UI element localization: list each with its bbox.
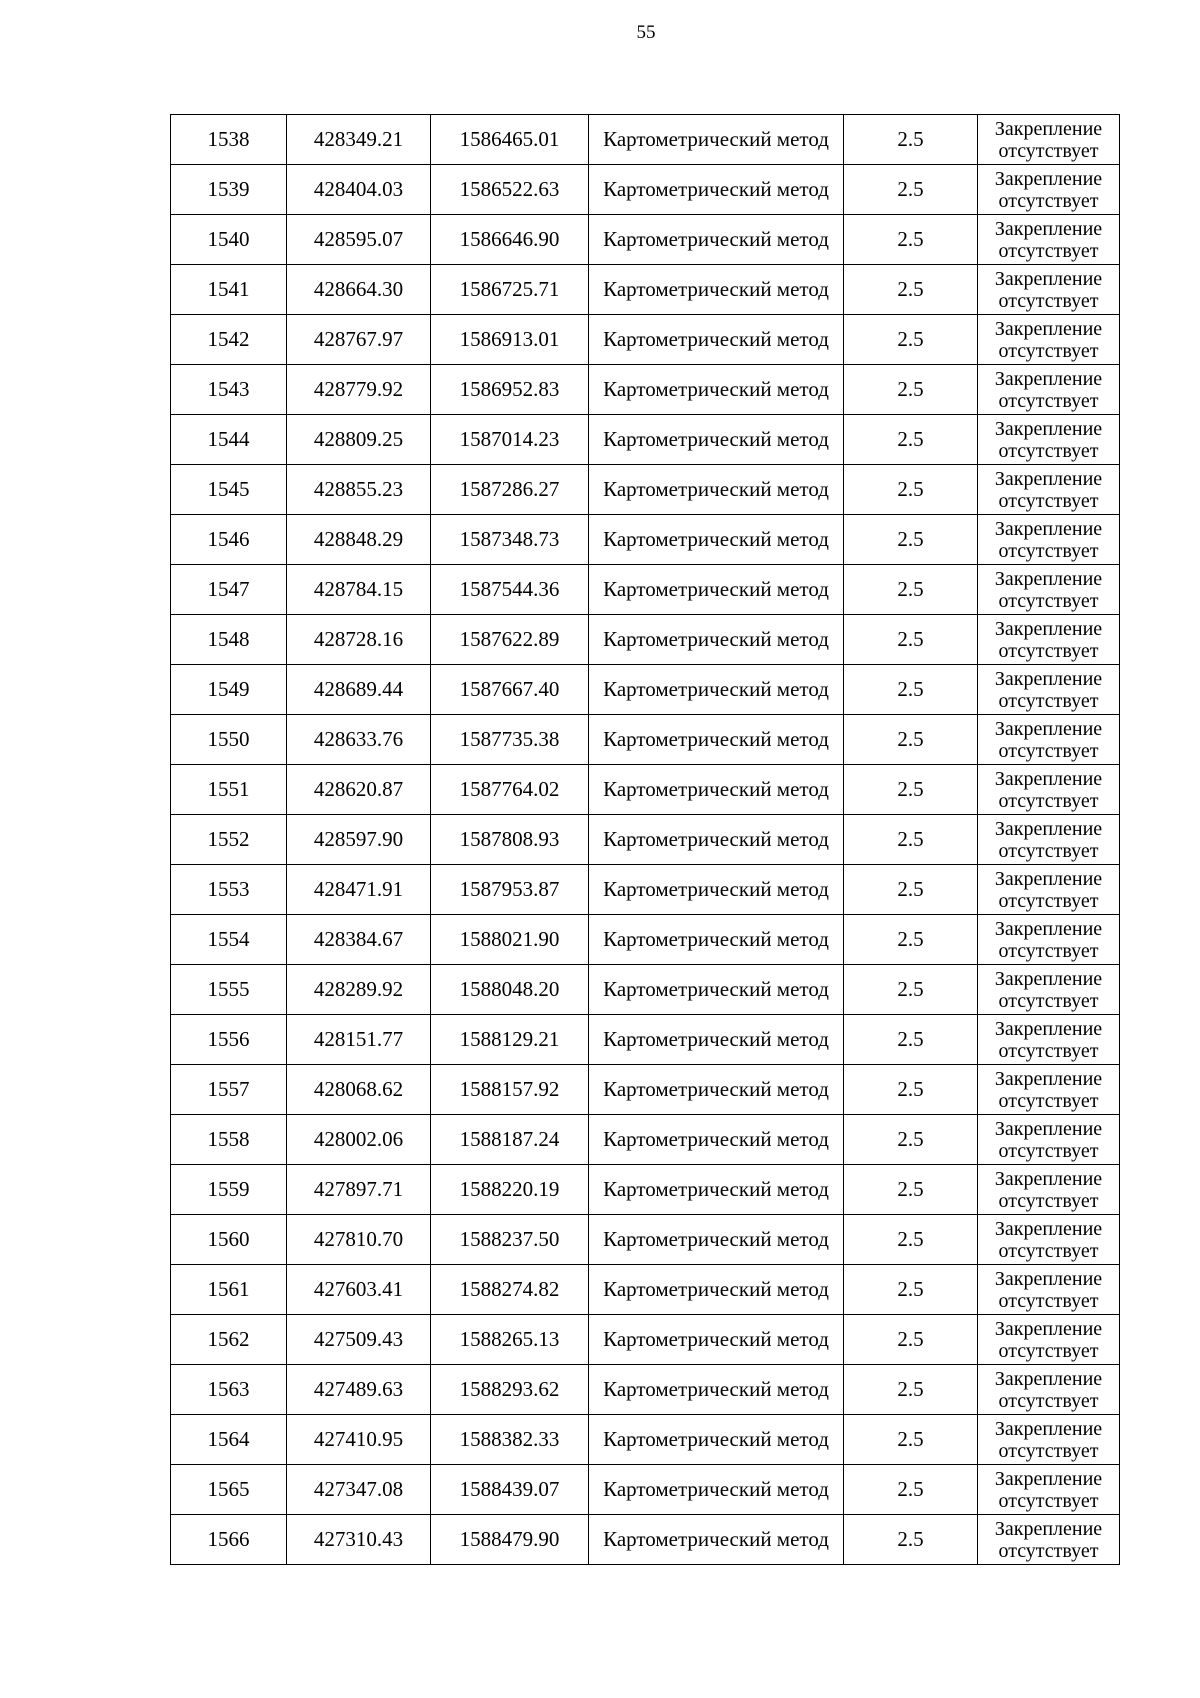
fixation-cell (978, 115, 1120, 165)
coordinate-y-cell: 1587286.27 (431, 465, 589, 515)
coordinate-x-cell: 428151.77 (287, 1015, 431, 1065)
coordinate-x-cell: 428728.16 (287, 615, 431, 665)
coordinate-x-cell: 427489.63 (287, 1365, 431, 1415)
table-row (171, 1265, 1120, 1315)
fixation-text-line: Закрепление (994, 717, 1103, 740)
point-number-cell: 1555 (171, 965, 287, 1015)
coordinate-y-cell: 1588129.21 (431, 1015, 589, 1065)
table-row (171, 765, 1120, 815)
point-number-cell: 1546 (171, 515, 287, 565)
coordinate-x-cell: 428848.29 (287, 515, 431, 565)
method-cell: Картометрический метод (589, 1315, 844, 1365)
fixation-text-line: Закрепление (994, 267, 1103, 290)
coordinate-x-cell: 428289.92 (287, 965, 431, 1015)
fixation-text-line: отсутствует (998, 889, 1099, 912)
point-number-cell: 1550 (171, 715, 287, 765)
table-row (171, 365, 1120, 415)
coordinates-table (170, 114, 1120, 1565)
precision-cell: 2.5 (844, 515, 978, 565)
fixation-text-line: Закрепление (994, 867, 1103, 890)
table-row (171, 615, 1120, 665)
fixation-text-line: отсутствует (998, 289, 1099, 312)
fixation-text-line: Закрепление (994, 467, 1103, 490)
table-row (171, 315, 1120, 365)
fixation-text-line: Закрепление (994, 967, 1103, 990)
coordinate-x-cell: 428349.21 (287, 115, 431, 165)
precision-cell: 2.5 (844, 1365, 978, 1415)
fixation-text-line: Закрепление (994, 1367, 1103, 1390)
table-row (171, 465, 1120, 515)
point-number-cell: 1551 (171, 765, 287, 815)
fixation-text-line: Закрепление (994, 667, 1103, 690)
method-cell: Картометрический метод (589, 365, 844, 415)
fixation-text-line: отсутствует (998, 189, 1099, 212)
point-number-cell: 1562 (171, 1315, 287, 1365)
method-cell: Картометрический метод (589, 1365, 844, 1415)
coordinate-x-cell: 428471.91 (287, 865, 431, 915)
method-cell: Картометрический метод (589, 465, 844, 515)
method-cell: Картометрический метод (589, 165, 844, 215)
coordinate-y-cell: 1586952.83 (431, 365, 589, 415)
precision-cell: 2.5 (844, 615, 978, 665)
coordinate-x-cell: 428767.97 (287, 315, 431, 365)
table-row (171, 565, 1120, 615)
fixation-cell (978, 1365, 1120, 1415)
method-cell: Картометрический метод (589, 1115, 844, 1165)
coordinate-y-cell: 1588048.20 (431, 965, 589, 1015)
precision-cell: 2.5 (844, 365, 978, 415)
fixation-text-line: Закрепление (994, 917, 1103, 940)
precision-cell: 2.5 (844, 1265, 978, 1315)
precision-cell: 2.5 (844, 915, 978, 965)
point-number-cell: 1542 (171, 315, 287, 365)
coordinate-y-cell: 1587764.02 (431, 765, 589, 815)
coordinate-x-cell: 427603.41 (287, 1265, 431, 1315)
point-number-cell: 1566 (171, 1515, 287, 1565)
point-number-cell: 1558 (171, 1115, 287, 1165)
point-number-cell: 1554 (171, 915, 287, 965)
point-number-cell: 1538 (171, 115, 287, 165)
precision-cell: 2.5 (844, 1515, 978, 1565)
coordinate-y-cell: 1587953.87 (431, 865, 589, 915)
precision-cell: 2.5 (844, 265, 978, 315)
precision-cell: 2.5 (844, 415, 978, 465)
coordinate-y-cell: 1588021.90 (431, 915, 589, 965)
table-row (171, 1415, 1120, 1465)
fixation-text-line: Закрепление (994, 1217, 1103, 1240)
coordinate-x-cell: 427347.08 (287, 1465, 431, 1515)
coordinate-y-cell: 1586646.90 (431, 215, 589, 265)
fixation-cell (978, 165, 1120, 215)
coordinate-x-cell: 428779.92 (287, 365, 431, 415)
precision-cell: 2.5 (844, 1415, 978, 1465)
table-row (171, 1215, 1120, 1265)
coordinate-x-cell: 428597.90 (287, 815, 431, 865)
method-cell: Картометрический метод (589, 565, 844, 615)
table-row (171, 115, 1120, 165)
fixation-cell (978, 865, 1120, 915)
precision-cell: 2.5 (844, 165, 978, 215)
fixation-text-line: Закрепление (994, 567, 1103, 590)
fixation-cell (978, 815, 1120, 865)
method-cell: Картометрический метод (589, 1015, 844, 1065)
precision-cell: 2.5 (844, 865, 978, 915)
point-number-cell: 1553 (171, 865, 287, 915)
fixation-text-line: отсутствует (998, 1139, 1099, 1162)
coordinate-y-cell: 1588265.13 (431, 1315, 589, 1365)
point-number-cell: 1549 (171, 665, 287, 715)
table-body (171, 115, 1120, 1565)
method-cell: Картометрический метод (589, 1515, 844, 1565)
point-number-cell: 1561 (171, 1265, 287, 1315)
coordinate-x-cell: 427509.43 (287, 1315, 431, 1365)
fixation-text-line: Закрепление (994, 1267, 1103, 1290)
fixation-cell (978, 1015, 1120, 1065)
point-number-cell: 1548 (171, 615, 287, 665)
fixation-cell (978, 215, 1120, 265)
coordinate-y-cell: 1588293.62 (431, 1365, 589, 1415)
fixation-text-line: отсутствует (998, 1089, 1099, 1112)
fixation-text-line: отсутствует (998, 139, 1099, 162)
coordinate-y-cell: 1588220.19 (431, 1165, 589, 1215)
method-cell: Картометрический метод (589, 965, 844, 1015)
table-row (171, 1365, 1120, 1415)
method-cell: Картометрический метод (589, 665, 844, 715)
method-cell: Картометрический метод (589, 765, 844, 815)
method-cell: Картометрический метод (589, 315, 844, 365)
table-row (171, 165, 1120, 215)
point-number-cell: 1565 (171, 1465, 287, 1515)
precision-cell: 2.5 (844, 215, 978, 265)
fixation-cell (978, 1065, 1120, 1115)
coordinate-y-cell: 1587808.93 (431, 815, 589, 865)
table-row (171, 1065, 1120, 1115)
precision-cell: 2.5 (844, 315, 978, 365)
coordinate-x-cell: 428689.44 (287, 665, 431, 715)
table-row (171, 965, 1120, 1015)
fixation-text-line: Закрепление (994, 1117, 1103, 1140)
table-row (171, 1165, 1120, 1215)
fixation-text-line: отсутствует (998, 1489, 1099, 1512)
fixation-text-line: отсутствует (998, 689, 1099, 712)
fixation-cell (978, 915, 1120, 965)
coordinate-y-cell: 1587348.73 (431, 515, 589, 565)
coordinate-x-cell: 428595.07 (287, 215, 431, 265)
fixation-cell (978, 765, 1120, 815)
method-cell: Картометрический метод (589, 1215, 844, 1265)
fixation-text-line: Закрепление (994, 767, 1103, 790)
fixation-cell (978, 365, 1120, 415)
point-number-cell: 1560 (171, 1215, 287, 1265)
coordinate-y-cell: 1587622.89 (431, 615, 589, 665)
fixation-cell (978, 565, 1120, 615)
point-number-cell: 1552 (171, 815, 287, 865)
fixation-cell (978, 1465, 1120, 1515)
precision-cell: 2.5 (844, 1165, 978, 1215)
table-row (171, 1515, 1120, 1565)
fixation-cell (978, 1415, 1120, 1465)
table-row (171, 1015, 1120, 1065)
precision-cell: 2.5 (844, 1065, 978, 1115)
point-number-cell: 1545 (171, 465, 287, 515)
point-number-cell: 1559 (171, 1165, 287, 1215)
fixation-text-line: Закрепление (994, 1417, 1103, 1440)
coordinate-y-cell: 1586522.63 (431, 165, 589, 215)
point-number-cell: 1539 (171, 165, 287, 215)
fixation-cell (978, 1265, 1120, 1315)
fixation-text-line: отсутствует (998, 1189, 1099, 1212)
table-row (171, 865, 1120, 915)
precision-cell: 2.5 (844, 715, 978, 765)
precision-cell: 2.5 (844, 1215, 978, 1265)
coordinate-y-cell: 1588274.82 (431, 1265, 589, 1315)
fixation-text-line: отсутствует (998, 1439, 1099, 1462)
coordinate-x-cell: 428068.62 (287, 1065, 431, 1115)
fixation-text-line: Закрепление (994, 417, 1103, 440)
fixation-text-line: Закрепление (994, 1317, 1103, 1340)
coordinate-y-cell: 1587014.23 (431, 415, 589, 465)
fixation-text-line: отсутствует (998, 339, 1099, 362)
table-row (171, 265, 1120, 315)
method-cell: Картометрический метод (589, 1065, 844, 1115)
coordinate-y-cell: 1588157.92 (431, 1065, 589, 1115)
method-cell: Картометрический метод (589, 215, 844, 265)
fixation-cell (978, 315, 1120, 365)
fixation-cell (978, 665, 1120, 715)
method-cell: Картометрический метод (589, 615, 844, 665)
coordinate-y-cell: 1588237.50 (431, 1215, 589, 1265)
method-cell: Картометрический метод (589, 1465, 844, 1515)
point-number-cell: 1563 (171, 1365, 287, 1415)
coordinate-y-cell: 1588479.90 (431, 1515, 589, 1565)
point-number-cell: 1544 (171, 415, 287, 465)
table-row (171, 915, 1120, 965)
fixation-text-line: Закрепление (994, 1067, 1103, 1090)
fixation-text-line: отсутствует (998, 1539, 1099, 1562)
fixation-text-line: Закрепление (994, 1517, 1103, 1540)
fixation-text-line: Закрепление (994, 1467, 1103, 1490)
method-cell: Картометрический метод (589, 115, 844, 165)
coordinate-y-cell: 1587735.38 (431, 715, 589, 765)
table-row (171, 715, 1120, 765)
fixation-text-line: Закрепление (994, 217, 1103, 240)
fixation-text-line: отсутствует (998, 239, 1099, 262)
method-cell: Картометрический метод (589, 415, 844, 465)
fixation-cell (978, 1215, 1120, 1265)
table-row (171, 665, 1120, 715)
precision-cell: 2.5 (844, 115, 978, 165)
coordinate-x-cell: 428384.67 (287, 915, 431, 965)
fixation-text-line: Закрепление (994, 117, 1103, 140)
fixation-text-line: Закрепление (994, 517, 1103, 540)
coordinate-x-cell: 427410.95 (287, 1415, 431, 1465)
fixation-text-line: отсутствует (998, 589, 1099, 612)
fixation-text-line: Закрепление (994, 167, 1103, 190)
precision-cell: 2.5 (844, 765, 978, 815)
fixation-cell (978, 965, 1120, 1015)
fixation-cell (978, 1515, 1120, 1565)
coordinate-x-cell: 428404.03 (287, 165, 431, 215)
fixation-text-line: Закрепление (994, 317, 1103, 340)
method-cell: Картометрический метод (589, 815, 844, 865)
fixation-cell (978, 715, 1120, 765)
coordinate-x-cell: 427897.71 (287, 1165, 431, 1215)
fixation-cell (978, 1115, 1120, 1165)
point-number-cell: 1556 (171, 1015, 287, 1065)
coordinate-x-cell: 428809.25 (287, 415, 431, 465)
precision-cell: 2.5 (844, 665, 978, 715)
method-cell: Картометрический метод (589, 515, 844, 565)
precision-cell: 2.5 (844, 965, 978, 1015)
precision-cell: 2.5 (844, 1315, 978, 1365)
fixation-text-line: отсутствует (998, 439, 1099, 462)
fixation-text-line: отсутствует (998, 639, 1099, 662)
fixation-text-line: отсутствует (998, 789, 1099, 812)
fixation-cell (978, 465, 1120, 515)
fixation-text-line: Закрепление (994, 1017, 1103, 1040)
coordinate-y-cell: 1586725.71 (431, 265, 589, 315)
page-number: 55 (636, 22, 656, 43)
coordinate-y-cell: 1587544.36 (431, 565, 589, 615)
coordinate-y-cell: 1586465.01 (431, 115, 589, 165)
coordinate-x-cell: 428784.15 (287, 565, 431, 615)
method-cell: Картометрический метод (589, 1415, 844, 1465)
fixation-text-line: отсутствует (998, 539, 1099, 562)
fixation-text-line: отсутствует (998, 939, 1099, 962)
fixation-text-line: отсутствует (998, 1239, 1099, 1262)
fixation-text-line: отсутствует (998, 1339, 1099, 1362)
coordinate-x-cell: 428002.06 (287, 1115, 431, 1165)
table-row (171, 415, 1120, 465)
point-number-cell: 1547 (171, 565, 287, 615)
table-row (171, 515, 1120, 565)
coordinate-x-cell: 428620.87 (287, 765, 431, 815)
coordinate-x-cell: 428633.76 (287, 715, 431, 765)
point-number-cell: 1557 (171, 1065, 287, 1115)
fixation-cell (978, 1165, 1120, 1215)
coordinate-x-cell: 427310.43 (287, 1515, 431, 1565)
fixation-text-line: Закрепление (994, 817, 1103, 840)
precision-cell: 2.5 (844, 1015, 978, 1065)
table-row (171, 1115, 1120, 1165)
method-cell: Картометрический метод (589, 1265, 844, 1315)
coordinate-x-cell: 427810.70 (287, 1215, 431, 1265)
fixation-cell (978, 1315, 1120, 1365)
table-row (171, 1315, 1120, 1365)
coordinate-y-cell: 1588382.33 (431, 1415, 589, 1465)
fixation-cell (978, 415, 1120, 465)
precision-cell: 2.5 (844, 815, 978, 865)
fixation-cell (978, 615, 1120, 665)
precision-cell: 2.5 (844, 1465, 978, 1515)
fixation-text-line: отсутствует (998, 489, 1099, 512)
precision-cell: 2.5 (844, 465, 978, 515)
point-number-cell: 1540 (171, 215, 287, 265)
method-cell: Картометрический метод (589, 915, 844, 965)
coordinate-x-cell: 428664.30 (287, 265, 431, 315)
fixation-text-line: Закрепление (994, 617, 1103, 640)
method-cell: Картометрический метод (589, 715, 844, 765)
coordinate-y-cell: 1587667.40 (431, 665, 589, 715)
fixation-text-line: отсутствует (998, 1389, 1099, 1412)
method-cell: Картометрический метод (589, 265, 844, 315)
point-number-cell: 1541 (171, 265, 287, 315)
fixation-text-line: отсутствует (998, 839, 1099, 862)
coordinate-y-cell: 1588439.07 (431, 1465, 589, 1515)
precision-cell: 2.5 (844, 1115, 978, 1165)
coordinate-y-cell: 1588187.24 (431, 1115, 589, 1165)
fixation-text-line: Закрепление (994, 367, 1103, 390)
method-cell: Картометрический метод (589, 1165, 844, 1215)
method-cell: Картометрический метод (589, 865, 844, 915)
fixation-text-line: отсутствует (998, 1039, 1099, 1062)
table-row (171, 215, 1120, 265)
fixation-text-line: отсутствует (998, 389, 1099, 412)
table-row (171, 1465, 1120, 1515)
coordinate-x-cell: 428855.23 (287, 465, 431, 515)
fixation-text-line: отсутствует (998, 989, 1099, 1012)
fixation-cell (978, 515, 1120, 565)
fixation-text-line: отсутствует (998, 1289, 1099, 1312)
coordinate-y-cell: 1586913.01 (431, 315, 589, 365)
point-number-cell: 1543 (171, 365, 287, 415)
fixation-text-line: Закрепление (994, 1167, 1103, 1190)
point-number-cell: 1564 (171, 1415, 287, 1465)
precision-cell: 2.5 (844, 565, 978, 615)
fixation-text-line: отсутствует (998, 739, 1099, 762)
fixation-cell (978, 265, 1120, 315)
table-row (171, 815, 1120, 865)
